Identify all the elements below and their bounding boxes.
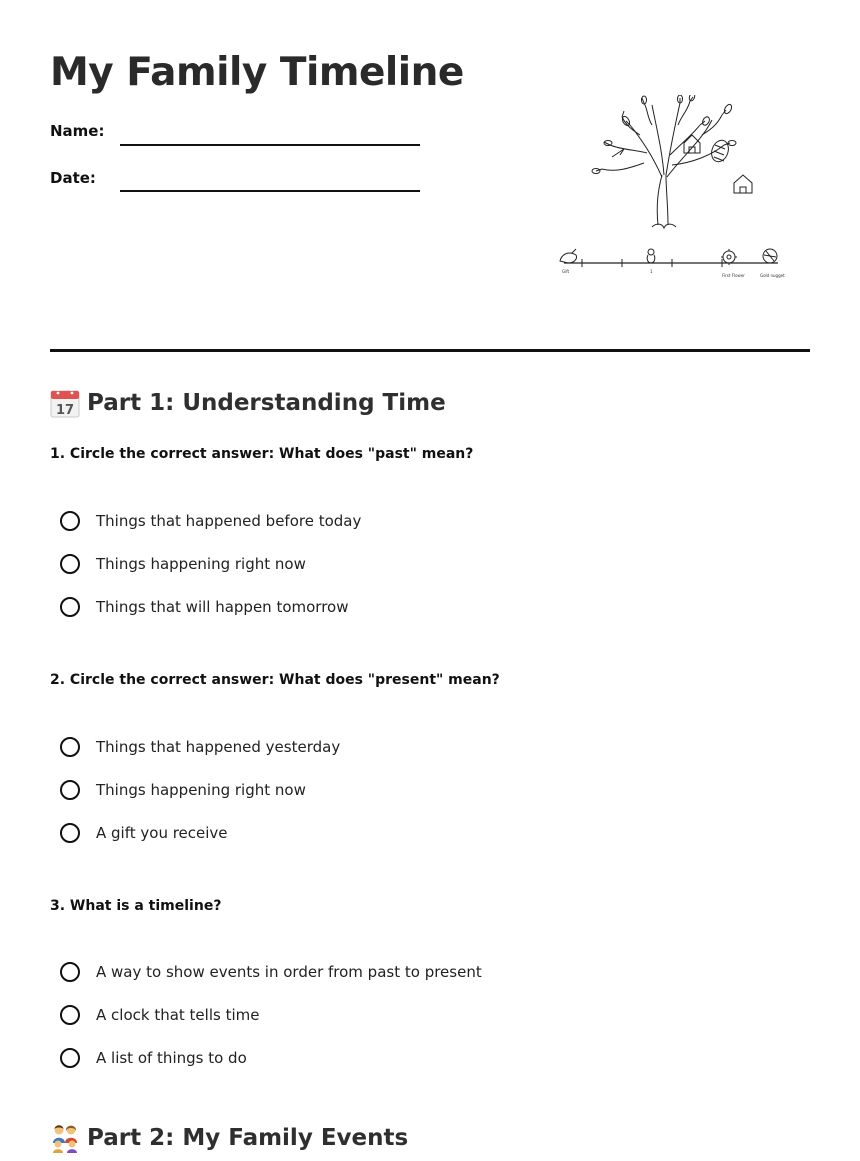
tree-trunk: [657, 175, 668, 225]
answer-circle[interactable]: [60, 597, 80, 617]
calendar-icon: [50, 388, 80, 418]
date-label: Date:: [50, 169, 96, 187]
timeline-label-first-flower: First Flower: [722, 273, 745, 278]
calendar-icon-day: 17: [55, 403, 75, 418]
timeline-label-gift: Gift: [562, 269, 570, 274]
option-label: A list of things to do: [96, 1049, 247, 1067]
family-icon: [50, 1123, 80, 1153]
question-1-text: 1. Circle the correct answer: What does "past" mean?: [50, 446, 474, 462]
q3-option-b[interactable]: [60, 1005, 259, 1025]
option-label: A way to show events in order from past to present: [96, 963, 482, 981]
timeline-label-1: 1: [650, 269, 653, 274]
timeline-label-gold-nugget: Gold nugget: [760, 273, 785, 278]
page-title: My Family Timeline: [50, 50, 464, 95]
q2-option-a[interactable]: [60, 737, 340, 757]
family-tree-timeline-illustration: [552, 95, 792, 285]
q1-option-c[interactable]: [60, 597, 349, 617]
option-label: Things that happened yesterday: [96, 738, 341, 756]
date-field[interactable]: [120, 190, 420, 192]
question-3-text: 3. What is a timeline?: [50, 898, 222, 914]
section-1-title: Part 1: Understanding Time: [87, 390, 446, 416]
q3-option-c[interactable]: [60, 1048, 247, 1068]
section-2-heading: [50, 1123, 408, 1153]
answer-circle[interactable]: [60, 737, 80, 757]
question-2-text: 2. Circle the correct answer: What does "present" mean?: [50, 672, 500, 688]
answer-circle[interactable]: [60, 780, 80, 800]
section-2-title: Part 2: My Family Events: [87, 1125, 409, 1151]
q3-option-a[interactable]: [60, 962, 482, 982]
option-label: A clock that tells time: [96, 1006, 260, 1024]
option-label: Things that will happen tomorrow: [96, 598, 349, 616]
option-label: A gift you receive: [96, 824, 228, 842]
answer-circle[interactable]: [60, 962, 80, 982]
answer-circle[interactable]: [60, 823, 80, 843]
section-1-heading: [50, 388, 446, 418]
q1-option-b[interactable]: [60, 554, 306, 574]
answer-circle[interactable]: [60, 511, 80, 531]
name-label: Name:: [50, 122, 105, 140]
name-field[interactable]: [120, 144, 420, 146]
answer-circle[interactable]: [60, 1005, 80, 1025]
section-divider: [50, 349, 810, 352]
answer-circle[interactable]: [60, 554, 80, 574]
option-label: Things that happened before today: [96, 512, 362, 530]
option-label: Things happening right now: [96, 555, 306, 573]
q1-option-a[interactable]: [60, 511, 361, 531]
option-label: Things happening right now: [96, 781, 306, 799]
q2-option-c[interactable]: [60, 823, 228, 843]
answer-circle[interactable]: [60, 1048, 80, 1068]
q2-option-b[interactable]: [60, 780, 306, 800]
